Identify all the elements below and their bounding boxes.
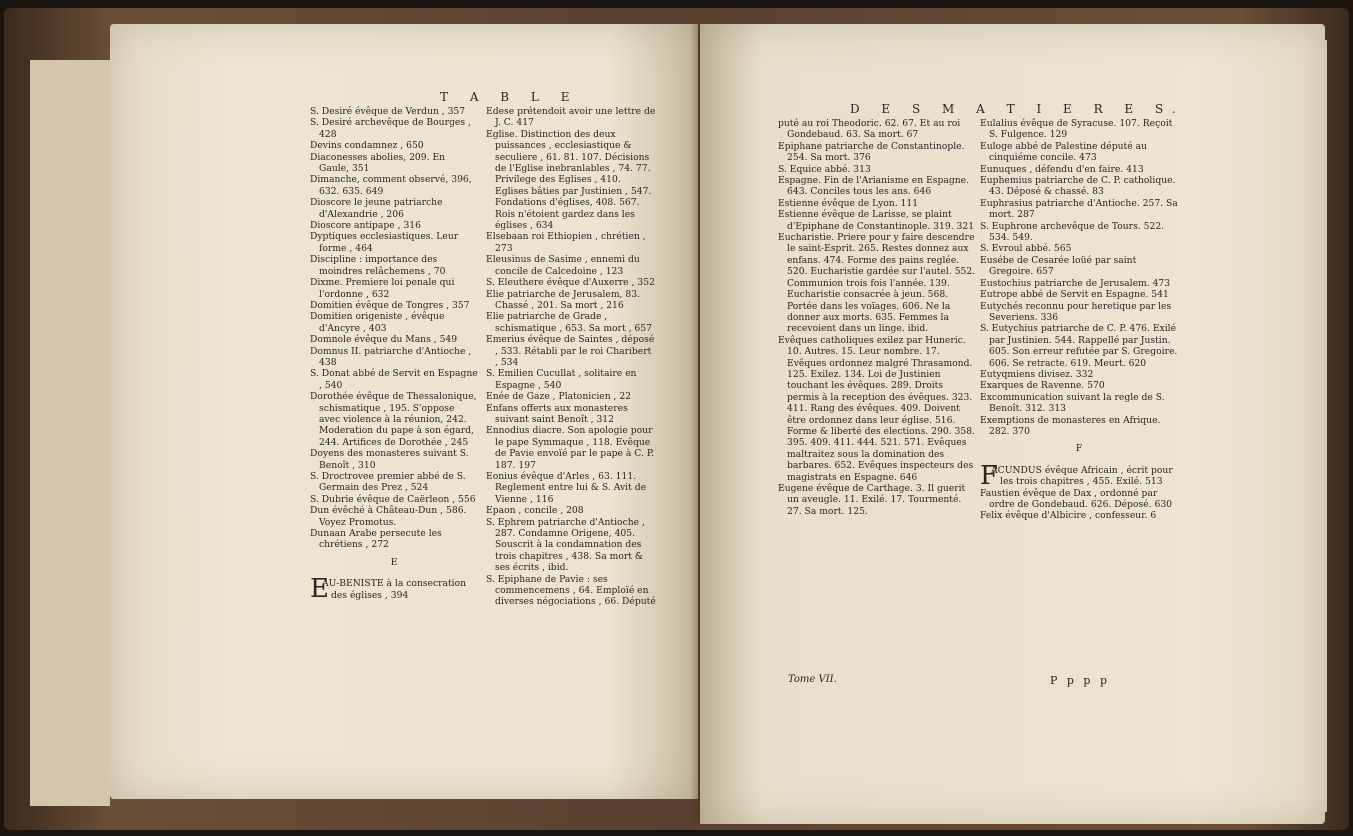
index-entry: Dun évêché à Château-Dun , 586. Voyez Promotus. [310,505,467,528]
index-entry: Eutyqmiens divisez. 332 [980,368,1094,380]
index-entry: Elsebaan roi Ethiopien , chrétien , 273 [486,231,646,254]
right-page [700,24,1325,824]
index-entry: Eucharistie. Priere pour y faire descendre le saint-Esprit. 265. Restes donnez aux enfans. 474. Forme des pains reglée. 520. Eucharistie gardée sur l'autel. 552. Communion trois fois l'année. 139. Eucharistie consacrée à jeun. 568. Portée dans les voïages. 606. Ne la donner aux morts. 635. Femmes la recevoient dans un linge. ibid. [778,232,976,335]
left-running-head: T A B L E [440,90,579,104]
index-entry: S. Desiré archevêque de Bourges , 428 [310,117,471,140]
index-entry: Dyptiques ecclesiastiques. Leur forme , 464 [310,231,459,254]
index-entry: S. Euphrone archevêque de Tours. 522. 534. 549. [980,220,1165,244]
index-entry: Domnus II. patriarche d'Antioche , 438 [310,345,472,368]
index-entry: S. Desiré évêque de Verdun , 357 [310,106,466,117]
page-edges-left [30,60,110,806]
index-entry: Epaon , concile , 208 [486,505,584,517]
index-entry: Eutychés reconnu pour heretique par les Severiens. 336 [980,300,1172,323]
left-column-1 [310,106,478,605]
section-letter: E [390,556,398,568]
index-entry: Eunuques , défendu d'en faire. 413 [980,163,1144,175]
index-entry: Dioscore antipape , 316 [310,220,421,232]
index-entry: Domitien évêque de Tongres , 357 [310,299,470,311]
index-entry: Diaconesses abolies, 209. En Gaule, 351 [310,151,446,175]
index-entry: Devins condamnez , 650 [310,140,424,152]
index-entry: Eusébe de Cesarée loüé par saint Gregoire. 657 [980,254,1137,278]
index-entry: Domnole évêque du Mans , 549 [310,334,458,346]
index-entry: Doyens des monasteres suivant S. Benoît , 310 [310,448,469,471]
index-entry: Dorothée évêque de Thessalonique, schismatique , 195. S'oppose avec violence à la réunion, 242. Moderation du pape à son égard, 244. Artifices de Dorothée , 245 [310,391,477,448]
index-entry: S. Donat abbé de Servit en Espagne , 540 [310,368,478,391]
index-entry: Eleusinus de Sasime , ennemi du concile de Calcedoine , 123 [486,254,640,277]
index-entry: Dioscore le jeune patriarche d'Alexandrie , 206 [310,197,443,220]
index-entry: Ennodius diacre. Son apologie pour le pape Symmaque , 118. Evêque de Pavie envoïé par le pape à C. P. 187. 197 [486,425,655,471]
index-entry: Discipline : importance des moindres relâchemens , 70 [310,254,446,277]
index-entry: Estienne évêque de Lyon. 111 [778,197,919,209]
index-entry: Eustochius patriarche de Jerusalem. 473 [980,277,1171,289]
index-entry: Estienne évêque de Larisse, se plaint d'Epiphane de Constantinople. 319. 321 [778,209,975,232]
index-entry: Eonius évêque d'Arles , 63. 111. Reglement entre lui & S. Avit de Vienne , 116 [486,471,647,505]
index-entry: Espagne. Fin de l'Arianisme en Espagne. 643. Conciles tous les ans. 646 [778,175,970,198]
index-entry: Felix évêque d'Albicire , confesseur. 6 [980,510,1157,522]
index-entry: S. Eleuthere évêque d'Auxerre , 352 [486,277,655,289]
index-entry: S. Epiphane de Pavie : ses commencemens , 64. Emploïé en diverses négociations , 66. Député [486,573,656,608]
index-entry: Exemptions de monasteres en Afrique. 282. 370 [980,414,1161,437]
index-entry: EAU-BENISTE à la consecration des églises , 394 [310,574,467,605]
left-page [110,24,698,799]
section-letter: F [1075,443,1083,455]
index-entry: Eugene évêque de Carthage. 3. Il guerit un aveugle. 11. Exilé. 17. Tourmenté. 27. Sa mort. 125. [778,483,966,517]
index-entry: Excommunication suivant la regle de S. Benoît. 312. 313 [980,391,1165,415]
index-entry: Elie patriarche de Grade , schismatique , 653. Sa mort , 657 [486,311,652,334]
index-entry: Dunaan Arabe persecute les chrétiens , 272 [310,528,442,551]
index-entry: Dimanche, comment observé, 396, 632. 635. 649 [310,174,472,197]
index-entry: S. Droctrovee premier abbé de S. Germain des Prez , 524 [310,471,466,494]
index-entry: Enfans offerts aux monasteres suivant saint Benoît , 312 [486,402,628,425]
index-entry: puté au roi Theodoric. 62. 67. Et au roi Gondebaud. 63. Sa mort. 67 [778,118,961,141]
index-entry: Euloge abbé de Palestine député au cinquiéme concile. 473 [980,140,1147,164]
right-column-1 [778,118,976,517]
right-column-2 [980,118,1178,522]
index-entry: Enée de Gaze , Platonicien , 22 [486,391,632,403]
index-entry: Epiphane patriarche de Constantinople. 254. Sa mort. 376 [778,140,965,164]
index-entry: Dixme. Premiere loi penale qui l'ordonne , 632 [310,277,455,300]
index-entry: S. Emilien Cucullat , solitaire en Espagne , 540 [486,368,637,391]
right-running-head: D E S M A T I E R E S. [850,102,1185,116]
index-entry: S. Equice abbé. 313 [778,163,871,175]
index-entry: Eulalius évêque de Syracuse. 107. Reçoit S. Fulgence. 129 [980,118,1173,141]
index-entry: Edese prétendoit avoir une lettre de J. C. 417 [486,106,656,129]
index-entry: S. Evroul abbé. 565 [980,243,1072,255]
index-entry: Euphrasius patriarche d'Antioche. 257. Sa mort. 287 [980,197,1178,221]
index-entry: Euphemius patriarche de C. P. catholique. 43. Déposé & chassé. 83 [980,175,1176,198]
index-entry: Domitien origeniste , évêque d'Ancyre , 403 [310,311,445,334]
index-entry: Elie patriarche de Jerusalem, 83. Chassé , 201. Sa mort , 216 [486,288,641,311]
index-entry: S. Eutychius patriarche de C. P. 476. Exilé par Justinien. 544. Rappellé par Justin. 605. Son erreur refutée par S. Gregoire. 606. Se retracte. 619. Meurt. 620 [980,323,1178,369]
index-entry: Eglise. Distinction des deux puissances , ecclesiastique & seculiere , 61. 81. 107. Décisions de l'Eglise inebranlables , 74. 77. Privilege des Eglises , 410. Eglises bâties par Justinien , 547. Fondations d'églises, 408. 567. Rois n'étoient gardez dans les églises , 634 [486,128,652,232]
index-entry: Evêques catholiques exilez par Huneric. 10. Autres. 15. Leur nombre. 17. Evêques ordonnez malgré Thrasamond. 125. Exilez. 134. Loi de Justinien touchant les évêques. 289. Droits permis à la reception des évêques. 323. 411. Rang des évêques. 409. Doivent être ordonnez dans leur église. 516. Forme & liberté des elections. 290. 358. 395. 409. 411. 444. 521. 571. Evêques maltraitez sous la domination des barbares. 652. Evêques inspecteurs des magistrats en Espagne. 646 [778,334,975,483]
index-entry: Faustien évêque de Dax , ordonné par ordre de Gondebaud. 626. Déposé. 630 [980,487,1173,510]
tome-label: Tome VII. [788,674,837,685]
index-entry: FACUNDUS évêque Africain , écrit pour les trois chapitres , 455. Exilé. 513 [980,460,1173,491]
signature-mark: P p p p [1050,674,1111,687]
index-entry: Emerius évêque de Saintes , déposé , 533. Rétabli par le roi Charibert , 534 [486,334,655,368]
index-entry: Exarques de Ravenne. 570 [980,380,1105,392]
left-column-2 [486,106,656,608]
index-entry: S. Ephrem patriarche d'Antioche , 287. Condamne Origene, 405. Souscrit à la condamnation des trois chapitres , 438. Sa mort & ses écrits , ibid. [486,516,645,574]
index-entry: S. Dubrie évêque de Caërleon , 556 [310,493,476,505]
index-entry: Eutrope abbé de Servit en Espagne. 541 [980,289,1169,301]
